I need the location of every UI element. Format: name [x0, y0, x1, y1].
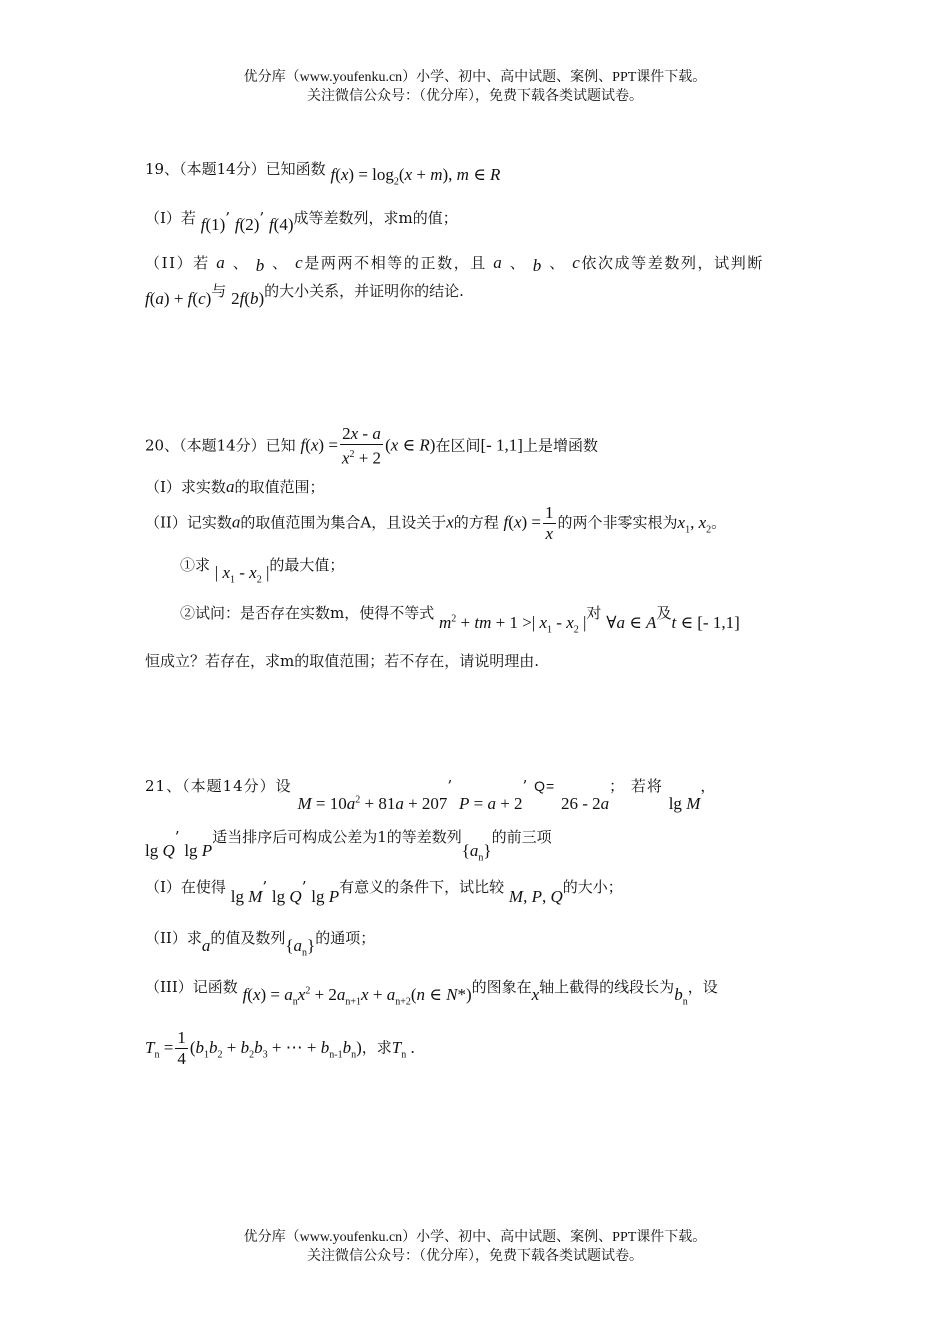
footer-line-2: 关注微信公众号：（优分库），免费下载各类试题试卷。	[307, 1249, 643, 1264]
q19-part2-line2: f(a) + f(c)与 2f(b)的大小关系，并证明你的结论.	[145, 282, 464, 308]
page-header	[0, 68, 950, 106]
page-footer	[0, 1228, 950, 1266]
q20-last: 恒成立？若存在，求m的取值范围；若不存在，请说明理由.	[145, 652, 539, 670]
q21-line2: lg Q’ lg P适当排序后可构成公差为1的等差数列$\{a_n\}$的前三项	[145, 828, 552, 864]
q20-part1: （I）求实数a的取值范围；	[145, 477, 325, 496]
q19-function: f	[330, 165, 336, 184]
q20-sub1: ①求 | $x_1 - x_2$ |的最大值；	[180, 556, 345, 586]
q21-part1: （I）在使得 lg M’ lg Q’ lg P有意义的条件下，试比较 M, P, Q的大小；	[145, 878, 623, 906]
header-line-1: 优分库（www.youfenku.cn）小学、初中、高中试题、案例、PPT课件下载。	[243, 70, 707, 85]
q20-stem: 20、（本题14分）已知 f(x) = $\frac{2x - a}{x^2 + 2}$ (x ∈ R)在区间[- 1,1]上是增函数	[145, 424, 598, 468]
header-line-2: 关注微信公众号：（优分库），免费下载各类试题试卷。	[307, 89, 643, 104]
q21-stem: 21、（本题14分）设 $M = 10a^2 + 81a + 207$’ P = a + 2’ Q= 26 - 2a； 若将 lg M，	[145, 777, 717, 813]
q19-part1: （I）若 f(1)’ f(2)’ f(4)成等差数列，求m的值；	[145, 209, 458, 234]
q21-last: $T_n$ = $\frac{1}{4}$ ($b_1b_2 + b_2b_3$ + ⋯ + $b_{n-1}b_n$)，求$T_n$ .	[145, 1028, 415, 1068]
q21-part3: （III）记函数 $f(x) = a_nx^2 + 2a_{n+1}x + a_{n+2}(n$ ∈ N*)的图象在x轴上截得的线段长为$b_n$，设	[145, 978, 718, 1008]
q20-sub2: ②试问：是否存在实数m，使得不等式 $m^2$ + tm + 1 >| $x_1 - x_2$ |对 ∀a ∈ A及t ∈ [- 1,1]	[180, 604, 740, 636]
q19-part2-line1: （II）若 a 、 b 、 c是两两不相等的正数，且 a 、 b 、 c依次成等差数列，试判断	[145, 253, 764, 275]
q21-part2: （II）求a的值及数列$\{a_n\}$的通项；	[145, 929, 376, 959]
q20-part2: （II）记实数a的取值范围为集合A，且设关于x的方程 f(x) = $\frac{1}{x}$ 的两个非零实根为$x_1$, $x_2$。	[145, 503, 727, 543]
q19-stem: 19、（本题14分）已知函数 $f(x) = \log_2(x + m)$, m ∈ R	[145, 160, 501, 188]
footer-line-1: 优分库（www.youfenku.cn）小学、初中、高中试题、案例、PPT课件下载。	[243, 1230, 707, 1245]
